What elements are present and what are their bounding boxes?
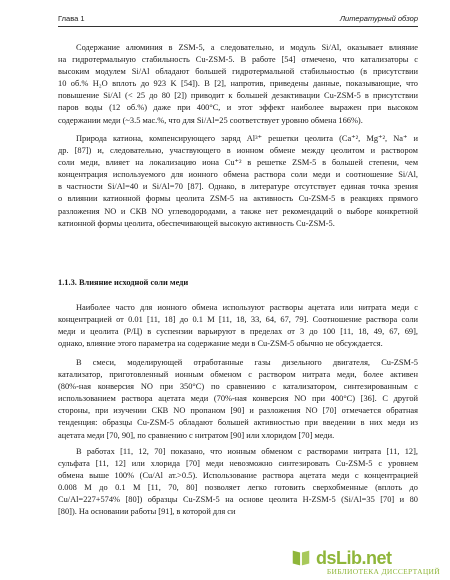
section-label: Литературный обзор — [339, 14, 418, 23]
chapter-label: Глава 1 — [58, 14, 85, 23]
text-line: [80]). На основании работы [91], в которой для си — [58, 507, 236, 517]
text-line: стороны, при изучении СКВ NO пропаном [90] и разложения NO [70] отмечается обратная — [58, 406, 418, 416]
text-line: повышение Si/Al (< 25 до 80 [2]) приводит к большей дезактивации Cu-ZSM-5 в присутствии — [58, 91, 418, 101]
paragraph-2 — [58, 133, 418, 230]
text-line: катионной формы цеолита, обеспечивающей высокую активность Cu-ZSM-5. — [58, 218, 335, 228]
text-line: высоким модулем Si/Al обладают большей гидротермальной стабильностью (в присутствии — [58, 67, 418, 77]
text-line: паров воды (12 об.%) даже при 400°C, и этот эффект наиболее выражен при высоком — [58, 103, 418, 113]
text-line: концентрацией от 0.01 [11, 18] до 0.1 М [11, 18, 33, 64, 67, 79]. Соотношение раствора соли — [58, 315, 418, 325]
text-line: 10 об.% H₂O вплоть до 923 K [54]). В [2], напротив, приведены данные, показывающие, что — [58, 79, 418, 89]
text-line: однако, влияние этого параметра на содержание меди в Cu-ZSM-5 обычно не обсуждается. — [58, 339, 383, 349]
watermark-logo: dsLib.net — [316, 547, 392, 568]
text-line: использованием раствора ацетата меди (70%-ная конверсия NO при 400°C) [36]. С другой — [58, 394, 418, 404]
paragraph-1 — [58, 42, 418, 127]
text-line: (80%-ная конверсия NO при 350°C) по сравнению с катализатором, синтезированным с — [58, 382, 418, 392]
text-line: ацетата меди [70, 90], по сравнению с нитратом [90] или хлоридом [70] меди. — [58, 430, 335, 440]
paragraph-4 — [58, 357, 418, 442]
book-icon — [290, 547, 312, 569]
text-line: Природа катиона, компенсирующего заряд Al³⁺ решетки цеолита (Ca⁺², Mg⁺², Na⁺ и — [76, 134, 418, 143]
section-heading: 1.1.3. Влияние исходной соли меди — [58, 278, 189, 287]
text-line: Наиболее часто для ионного обмена используют растворы ацетата или нитрата меди с — [76, 303, 418, 312]
paragraph-3 — [58, 302, 418, 350]
text-line: соли меди, влияет на локализацию иона Cu⁺² в решетке ZSM-5 в большей степени, чем — [58, 158, 418, 168]
text-line: Содержание алюминия в ZSM-5, а следовательно, и модуль Si/Al, оказывает влияние — [76, 43, 418, 52]
text-line: катализатор, приготовленный ионным обменом с раствором нитрата меди, более активен — [58, 370, 418, 380]
text-line: на гидротермальную стабильность Cu-ZSM-5. В работе [54] отмечено, что катализаторы с — [58, 55, 418, 65]
text-line: В смеси, моделирующей отработанные газы дизельного двигателя, Cu-ZSM-5 — [76, 358, 418, 367]
watermark-subtitle: БИБЛИОТЕКА ДИССЕРТАЦИЙ — [326, 567, 440, 576]
page-header — [58, 12, 418, 27]
text-line: меди и цеолита (Р/Ц) в суспензии варьируют в пределах от 3 до 100 [11, 18, 49, 67, 69], — [58, 327, 418, 337]
text-line: сульфата [11, 12] или хлорида [70] меди невозможно синтезировать Cu-ZSM-5 с уровнем — [58, 459, 418, 469]
text-line: В работах [11, 12, 70] показано, что ионным обменом с растворами нитрата [11, 12], — [76, 447, 418, 456]
text-line: о влиянии катионной формы цеолита ZSM-5 на активность Cu-ZSM-5 в реакциях прямого — [58, 194, 418, 204]
text-line: разложения NO и СКВ NO углеводородами, а также нет рекомендаций о выборе конкретной — [58, 206, 418, 216]
paragraph-5 — [58, 446, 418, 519]
text-line: концентрация используемого для ионного обмена раствора соли меди и соотношение Si/Al, — [58, 170, 418, 180]
text-line: Cu/Al=227+574% [80]) образцы Cu-ZSM-5 на основе цеолита H-ZSM-5 (Si/Al=35 [70] и 80 — [58, 495, 418, 505]
text-line: 0.008 М до 0.1 М [11, 70, 80] позволяет легко готовить сверхобменные (вплоть до — [58, 483, 418, 493]
text-line: обмена выше 100% (Cu/Al ат.>0.5). Использование раствора ацетата меди с концентрацией — [58, 471, 418, 481]
text-line: др. [87]) и, следовательно, участвующего в ионном обмене между цеолитом и раствором — [58, 146, 418, 156]
text-line: содержании меди (~3.5 мас.%, что для Si/Al=25 соответствует уровню обмена 166%). — [58, 115, 363, 125]
text-line: в частности Si/Al=40 и Si/Al=70 [87]. Однако, в литературе отсутствует единая точка зрения — [58, 182, 418, 192]
text-line: тенденция: образцы Cu-ZSM-5 обладают большей активностью при введении в них меди из — [58, 418, 418, 428]
